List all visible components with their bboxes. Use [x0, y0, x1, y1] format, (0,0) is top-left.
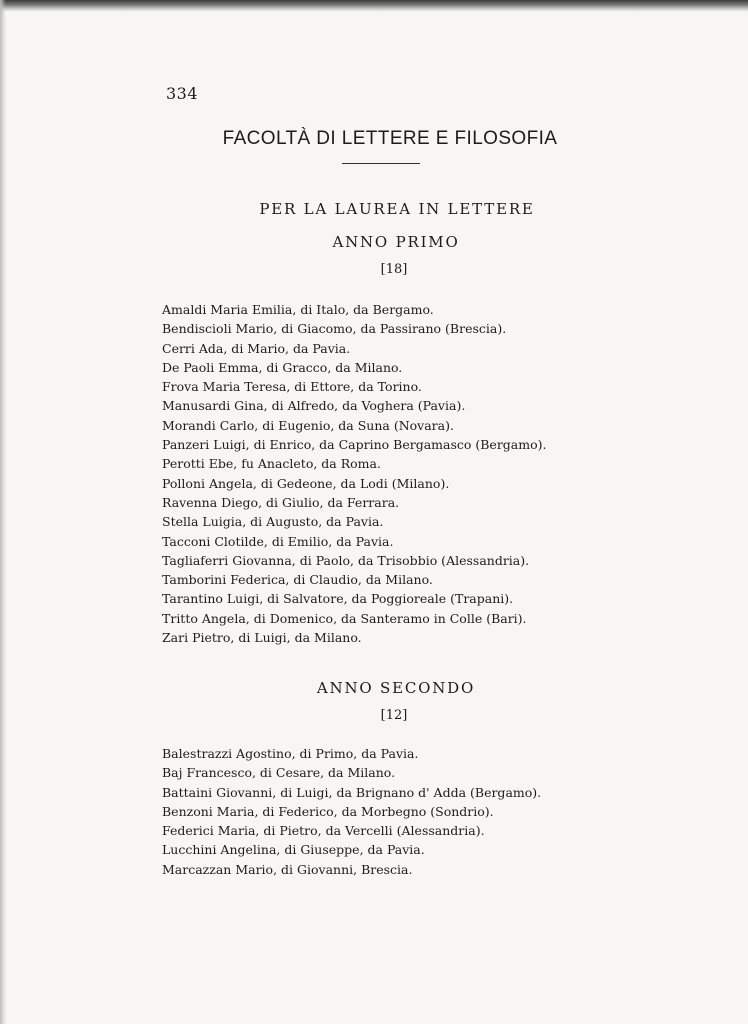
student-entry: Frova Maria Teresa, di Ettore, da Torino. — [162, 379, 422, 395]
student-entry: De Paoli Emma, di Gracco, da Milano. — [162, 359, 403, 375]
student-entry: Benzoni Maria, di Federico, da Morbegno (Sondrio). — [162, 803, 494, 819]
year-heading-secondo: ANNO SECONDO — [316, 679, 476, 697]
student-entry: Ravenna Diego, di Giulio, da Ferrara. — [162, 494, 400, 510]
student-entry: Stella Luigia, di Augusto, da Pavia. — [162, 514, 384, 530]
student-entry: Lucchini Angelina, di Giuseppe, da Pavia. — [162, 842, 425, 858]
student-entry: Zari Pietro, di Luigi, da Milano. — [162, 630, 362, 646]
student-list-secondo — [162, 744, 541, 879]
student-entry: Bendiscioli Mario, di Giacomo, da Passirano (Brescia). — [162, 321, 507, 337]
student-entry: Federici Maria, di Pietro, da Vercelli (Alessandria). — [162, 823, 485, 839]
student-entry: Amaldi Maria Emilia, di Italo, da Bergamo. — [162, 302, 434, 317]
title-rule — [342, 163, 420, 164]
student-entry: Tacconi Clotilde, di Emilio, da Pavia. — [162, 533, 394, 549]
student-entry: Tamborini Federica, di Claudio, da Milano. — [162, 572, 433, 588]
student-list-primo — [162, 300, 547, 647]
student-entry: Tarantino Luigi, di Salvatore, da Poggioreale (Trapani). — [162, 591, 514, 607]
student-entry: Balestrazzi Agostino, di Primo, da Pavia. — [162, 746, 419, 761]
student-entry: Panzeri Luigi, di Enrico, da Caprino Bergamasco (Bergamo). — [162, 437, 547, 453]
student-entry: Polloni Angela, di Gedeone, da Lodi (Milano). — [162, 475, 450, 491]
student-entry: Morandi Carlo, di Eugenio, da Suna (Novara). — [162, 417, 454, 433]
year-count-primo: [18] — [380, 262, 408, 277]
student-entry: Cerri Ada, di Mario, da Pavia. — [162, 340, 351, 356]
student-entry: Baj Francesco, di Cesare, da Milano. — [162, 765, 396, 781]
student-entry: Perotti Ebe, fu Anacleto, da Roma. — [162, 456, 381, 472]
year-heading-primo: ANNO PRIMO — [332, 233, 460, 251]
year-count-secondo: [12] — [380, 708, 408, 723]
page-left-edge — [0, 0, 6, 1024]
student-entry: Tritto Angela, di Domenico, da Santeramo in Colle (Bari). — [162, 610, 527, 626]
page-number: 334 — [166, 84, 199, 103]
student-entry: Manusardi Gina, di Alfredo, da Voghera (Pavia). — [162, 398, 466, 414]
student-entry: Tagliaferri Giovanna, di Paolo, da Trisobbio (Alessandria). — [162, 552, 530, 568]
page-top-edge — [0, 0, 748, 12]
faculty-title: FACOLTÀ DI LETTERE E FILOSOFIA — [222, 128, 558, 149]
degree-title: PER LA LAUREA IN LETTERE — [259, 200, 535, 218]
student-entry: Battaini Giovanni, di Luigi, da Brignano d' Adda (Bergamo). — [162, 784, 542, 800]
student-entry: Marcazzan Mario, di Giovanni, Brescia. — [162, 861, 413, 877]
